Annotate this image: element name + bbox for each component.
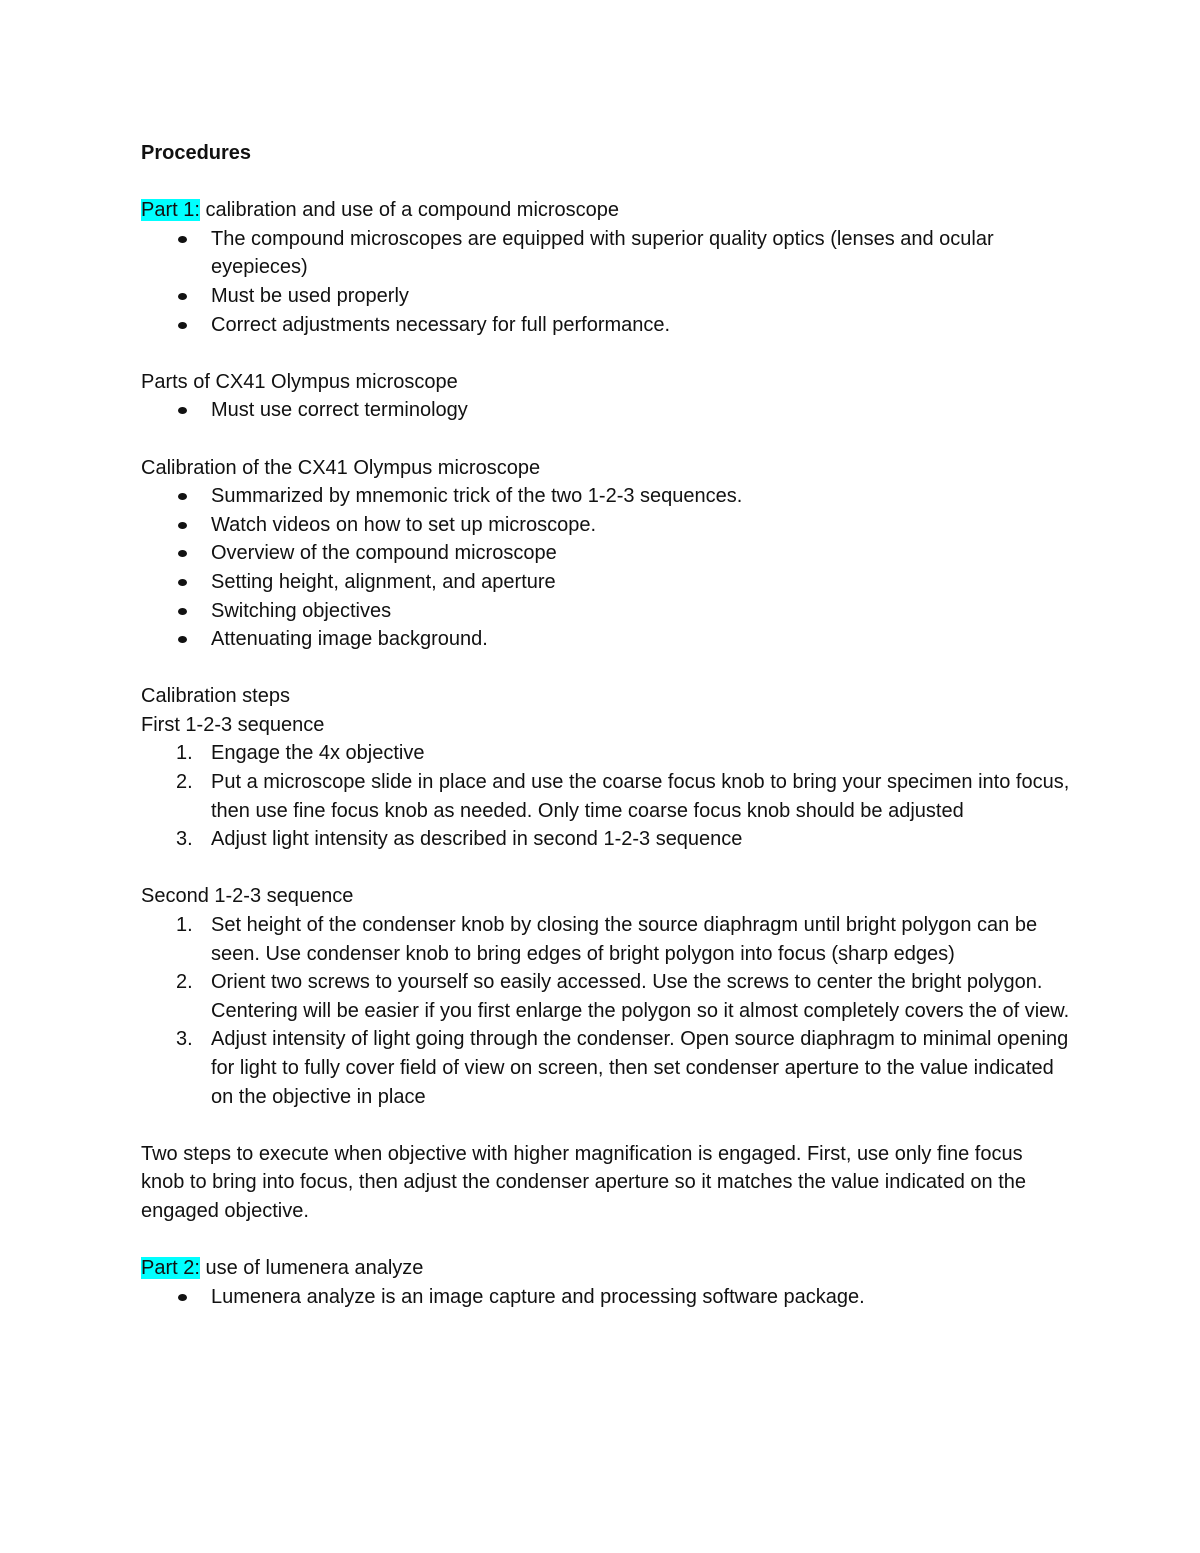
list-item — [141, 311, 1071, 340]
list-item-text: Adjust light intensity as described in second 1-2-3 sequence — [211, 828, 743, 851]
spacer — [141, 1226, 1071, 1255]
bullet-icon — [178, 236, 187, 243]
calibration-steps-heading: Calibration steps — [141, 685, 290, 708]
bullet-icon — [178, 636, 187, 643]
list-item — [141, 1283, 1071, 1312]
list-item — [141, 396, 1071, 425]
part2-bullet-list — [141, 1283, 1071, 1312]
list-item-text: Put a microscope slide in place and use the coarse focus knob to bring your specimen into focus, then use fine focus knob as needed. Only time coarse focus knob should be adjusted — [211, 771, 1070, 822]
bullet-icon — [178, 493, 187, 500]
list-item-text: Switching objectives — [211, 599, 392, 622]
spacer — [141, 654, 1071, 683]
bullet-icon — [178, 1294, 187, 1301]
list-number: 1. — [176, 914, 193, 937]
list-item-text: Attenuating image background. — [211, 628, 488, 651]
list-item-text: Orient two screws to yourself so easily accessed. Use the screws to center the bright polygon. Centering will be easier if you first enlarge the polygon so it almost completely covers the of view. — [211, 971, 1070, 1022]
spacer — [141, 854, 1071, 883]
part1-text: calibration and use of a compound microscope — [199, 199, 620, 222]
bullet-icon — [178, 550, 187, 557]
bullet-icon — [178, 608, 187, 615]
bullet-icon — [178, 322, 187, 329]
bullet-icon — [178, 293, 187, 300]
list-item-text: Correct adjustments necessary for full performance. — [211, 313, 671, 336]
part1-bullet-list — [141, 225, 1071, 339]
list-item — [141, 1025, 1071, 1111]
page-title: Procedures — [141, 142, 252, 164]
part1-label: Part 1: — [141, 199, 200, 222]
second-sequence-heading: Second 1-2-3 sequence — [141, 885, 354, 908]
list-item — [141, 968, 1071, 1025]
part2-label: Part 2: — [141, 1257, 200, 1280]
list-item — [141, 825, 1071, 854]
list-item — [141, 225, 1071, 282]
list-item — [141, 482, 1071, 511]
list-item-text: Setting height, alignment, and aperture — [211, 570, 556, 593]
bullet-icon — [178, 522, 187, 529]
list-item-text: Engage the 4x objective — [211, 742, 425, 765]
spacer — [141, 1111, 1071, 1140]
list-item-text: Must be used properly — [211, 284, 409, 307]
two-steps-paragraph: Two steps to execute when objective with higher magnification is engaged. First, use only fine focus knob to bring into focus, then adjust the condenser aperture so it matches the value indicated on the engaged objective. — [141, 1142, 1027, 1222]
first-sequence-heading: First 1-2-3 sequence — [141, 713, 325, 736]
list-item-text: Watch videos on how to set up microscope. — [211, 513, 596, 536]
list-number: 2. — [176, 771, 193, 794]
spacer — [141, 339, 1071, 368]
part2-text: use of lumenera analyze — [199, 1257, 424, 1280]
bullet-icon — [178, 407, 187, 414]
calibration-bullet-list — [141, 482, 1071, 654]
spacer — [141, 168, 1071, 197]
list-item — [141, 911, 1071, 968]
list-item-text: Lumenera analyze is an image capture and processing software package. — [211, 1285, 865, 1308]
first-sequence-list — [141, 739, 1071, 853]
document-page — [141, 139, 1071, 1311]
list-item — [141, 597, 1071, 626]
list-item — [141, 511, 1071, 540]
list-item-text: Must use correct terminology — [211, 399, 468, 422]
list-item — [141, 739, 1071, 768]
bullet-icon — [178, 579, 187, 586]
list-item-text: Adjust intensity of light going through the condenser. Open source diaphragm to minimal opening for light to fully cover field of view on screen, then set condenser aperture to the value indicated on the objective in place — [211, 1028, 1069, 1108]
part2-heading — [141, 1254, 1071, 1283]
list-item — [141, 568, 1071, 597]
list-item — [141, 768, 1071, 825]
list-item — [141, 282, 1071, 311]
list-number: 3. — [176, 828, 193, 851]
list-number: 3. — [176, 1028, 193, 1051]
list-item-text: Set height of the condenser knob by closing the source diaphragm until bright polygon can be seen. Use condenser knob to bring edges of bright polygon into focus (sharp edges) — [211, 914, 1038, 965]
list-item-text: The compound microscopes are equipped with superior quality optics (lenses and ocular eyepieces) — [211, 227, 994, 279]
parts-bullet-list — [141, 396, 1071, 425]
list-number: 2. — [176, 971, 193, 994]
second-sequence-list — [141, 911, 1071, 1111]
spacer — [141, 425, 1071, 454]
calibration-heading: Calibration of the CX41 Olympus microscope — [141, 456, 541, 479]
parts-heading: Parts of CX41 Olympus microscope — [141, 370, 458, 393]
list-item — [141, 539, 1071, 568]
part1-heading — [141, 196, 1071, 225]
list-item-text: Overview of the compound microscope — [211, 542, 557, 565]
list-item-text: Summarized by mnemonic trick of the two 1-2-3 sequences. — [211, 485, 743, 508]
list-number: 1. — [176, 742, 193, 765]
list-item — [141, 625, 1071, 654]
